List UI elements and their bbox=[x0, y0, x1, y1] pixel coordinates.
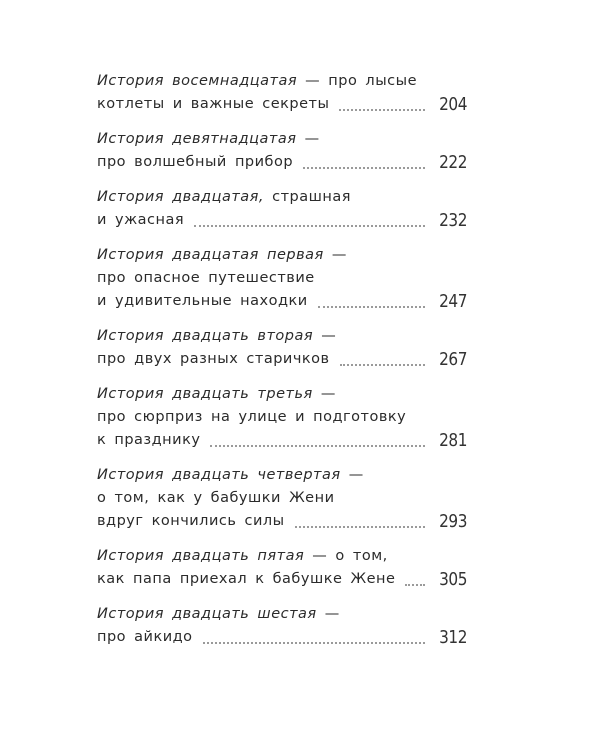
toc-entry-heading bbox=[97, 186, 467, 209]
toc-entry[interactable] bbox=[97, 545, 467, 591]
toc-entry-heading-rest: — bbox=[316, 606, 340, 622]
dot-leader bbox=[295, 526, 425, 528]
toc-entry[interactable] bbox=[97, 603, 467, 649]
toc-entry-text: вдруг кончились силы bbox=[97, 513, 285, 529]
toc-entry-text: про двух разных старичков bbox=[97, 351, 330, 367]
toc-entry-heading-rest: — про лысые bbox=[297, 73, 417, 89]
toc-entry-heading bbox=[97, 545, 467, 568]
toc-entry-last-line bbox=[97, 151, 467, 174]
toc-entry-text: и удивительные находки bbox=[97, 293, 308, 309]
toc-entry-last-line bbox=[97, 93, 467, 116]
toc-entry-last-line bbox=[97, 510, 467, 533]
toc-entry-text: как папа приехал к бабушке Жене bbox=[97, 571, 396, 587]
toc-entry[interactable] bbox=[97, 383, 467, 452]
dot-leader bbox=[405, 584, 425, 586]
toc-page-number: 312 bbox=[439, 627, 467, 648]
toc-entry-title: История двадцатая первая bbox=[97, 247, 324, 263]
toc-entry-middle-line: про сюрприз на улице и подготовку bbox=[97, 409, 407, 425]
table-of-contents bbox=[97, 70, 467, 661]
toc-entry-text: и ужасная bbox=[97, 212, 185, 228]
dot-leader bbox=[340, 364, 425, 366]
toc-page-number: 247 bbox=[439, 291, 467, 312]
toc-entry-middle-line: про опасное путешествие bbox=[97, 270, 315, 286]
toc-entry-heading bbox=[97, 464, 467, 487]
toc-entry-title: История двадцать четвертая bbox=[97, 467, 341, 483]
toc-page-number: 232 bbox=[439, 210, 467, 231]
toc-page-number: 281 bbox=[439, 430, 467, 451]
toc-entry-last-line bbox=[97, 348, 467, 371]
toc-page-number: 267 bbox=[439, 349, 467, 370]
toc-entry-title: История девятнадцатая bbox=[97, 131, 297, 147]
toc-entry-middle-line: о том, как у бабушки Жени bbox=[97, 490, 335, 506]
toc-entry-text: про волшебный прибор bbox=[97, 154, 294, 170]
toc-entry-last-line bbox=[97, 290, 467, 313]
toc-entry-title: История двадцать пятая bbox=[97, 548, 305, 564]
toc-entry-last-line bbox=[97, 626, 467, 649]
toc-entry-title: История двадцатая, bbox=[97, 189, 264, 205]
toc-entry[interactable] bbox=[97, 128, 467, 174]
dot-leader bbox=[210, 445, 425, 447]
toc-page-number: 222 bbox=[439, 152, 467, 173]
toc-entry-last-line bbox=[97, 209, 467, 232]
toc-entry-heading bbox=[97, 325, 467, 348]
toc-entry-text: котлеты и важные секреты bbox=[97, 96, 330, 112]
toc-entry-last-line bbox=[97, 429, 467, 452]
toc-entry-heading bbox=[97, 244, 467, 267]
toc-entry-heading-rest: — bbox=[296, 131, 320, 147]
toc-page-number: 293 bbox=[439, 511, 467, 532]
toc-entry[interactable] bbox=[97, 464, 467, 533]
toc-entry[interactable] bbox=[97, 186, 467, 232]
toc-entry-last-line bbox=[97, 568, 467, 591]
dot-leader bbox=[303, 167, 425, 169]
toc-entry-heading-rest: — о том, bbox=[304, 548, 388, 564]
toc-entry-heading-rest: — bbox=[312, 386, 336, 402]
toc-entry-text: про айкидо bbox=[97, 629, 193, 645]
toc-entry-title: История двадцать шестая bbox=[97, 606, 317, 622]
toc-entry[interactable] bbox=[97, 70, 467, 116]
dot-leader bbox=[339, 109, 425, 111]
toc-entry-heading-rest: страшная bbox=[264, 189, 351, 205]
toc-entry-title: История двадцать третья bbox=[97, 386, 313, 402]
toc-entry-heading-rest: — bbox=[313, 328, 337, 344]
toc-entry-title: История восемнадцатая bbox=[97, 73, 298, 89]
toc-entry-heading bbox=[97, 383, 467, 406]
toc-page-number: 204 bbox=[439, 94, 467, 115]
toc-entry-heading bbox=[97, 128, 467, 151]
toc-entry-title: История двадцать вторая bbox=[97, 328, 314, 344]
toc-entry-heading-rest: — bbox=[323, 247, 347, 263]
toc-entry[interactable] bbox=[97, 244, 467, 313]
toc-entry-heading bbox=[97, 70, 467, 93]
toc-entry[interactable] bbox=[97, 325, 467, 371]
toc-entry-text: к празднику bbox=[97, 432, 201, 448]
toc-entry-heading bbox=[97, 603, 467, 626]
toc-entry-heading-rest: — bbox=[340, 467, 364, 483]
dot-leader bbox=[318, 306, 425, 308]
dot-leader bbox=[194, 225, 425, 227]
toc-page-number: 305 bbox=[439, 569, 468, 590]
dot-leader bbox=[203, 642, 425, 644]
